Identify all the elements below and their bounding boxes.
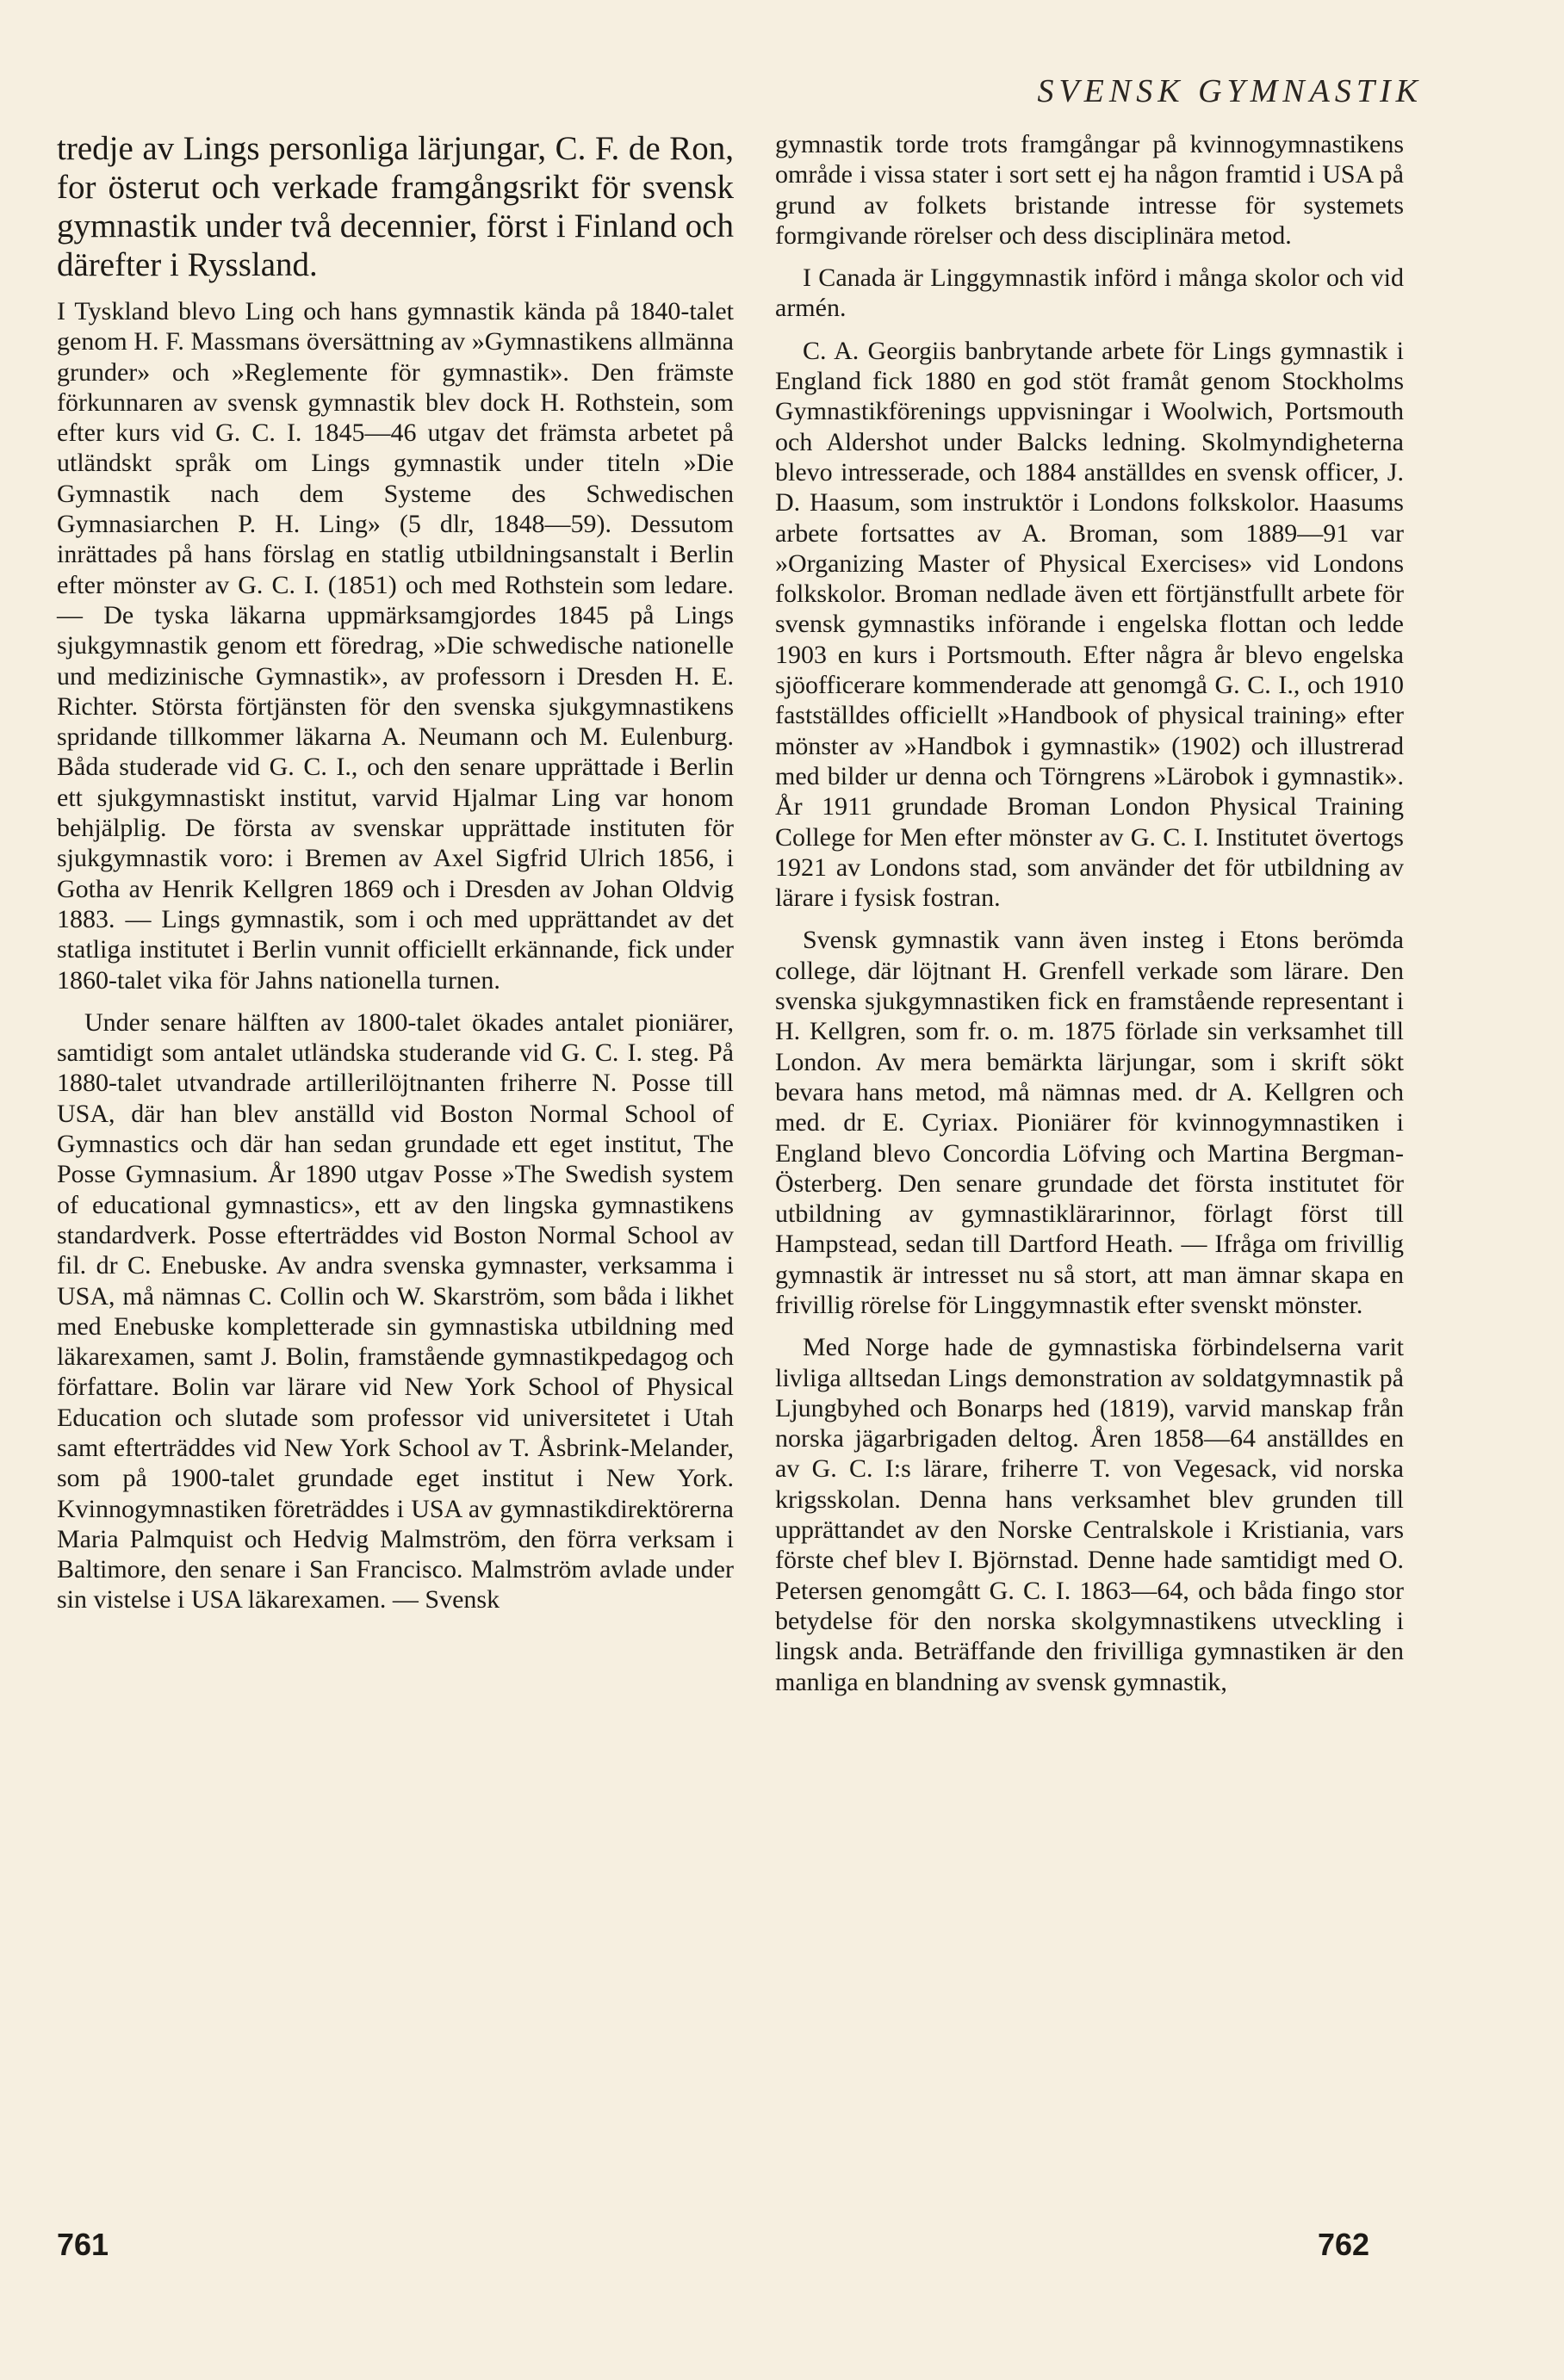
paragraph-canada: I Canada är Linggymnastik införd i många skolor och vid armén.	[775, 263, 1404, 323]
paragraph-germany: I Tyskland blevo Ling och hans gymnastik kända på 1840-talet genom H. F. Massmans översättning av »Gymnastikens allmänna grunder» och »Reglemente för gymnastik». Den främste förkunnaren av svensk gymnastik blev dock H. Rothstein, som efter kurs vid G. C. I. 1845—46 utgav det främsta arbetet på utländskt språk om Lings gymnastik under titeln »Die Gymnastik nach dem Systeme des Schwedischen Gymnasiarchen P. H. Ling» (5 dlr, 1848—59). Dessutom inrättades på hans förslag en statlig utbildningsanstalt i Berlin efter mönster av G. C. I. (1851) och med Rothstein som ledare. — De tyska läkarna uppmärksamgjordes 1845 på Lings sjukgymnastik genom ett föredrag, »Die schwedische nationelle und medizinische Gymnastik», av professorn i Dresden H. E. Richter. Största förtjänsten för den svenska sjukgymnastikens spridande tillkommer läkarna A. Neumann och M. Eulenburg. Båda studerade vid G. C. I., och den senare upprättade i Berlin ett sjukgymnastiskt institut, varvid Hjalmar Ling var honom behjälplig. De första av svenskar upprättade instituten för sjukgymnastik voro: i Bremen av Axel Sigfrid Ulrich 1856, i Gotha av Henrik Kellgren 1869 och i Dresden av Johan Oldvig 1883. — Lings gymnastik, som i och med upprättandet av det statliga institutet i Berlin vunnit officiellt erkännande, fick under 1860-talet vika för Jahns nationella turnen.	[57, 297, 734, 995]
lead-paragraph: tredje av Lings personliga lärjungar, C. F. de Ron, for österut och verkade framgångsrikt för svensk gymnastik under två decennier, först i Finland och därefter i Ryssland.	[57, 130, 734, 283]
page-number-left: 761	[57, 2227, 109, 2262]
paragraph-usa: Under senare hälften av 1800-talet ökades antalet pioniärer, samtidigt som antalet utländska studerande vid G. C. I. steg. På 1880-talet utvandrade artillerilöjtnanten friherre N. Posse till USA, där han blev anställd vid Boston Normal School of Gymnastics och där han sedan grundade ett eget institut, The Posse Gymnasium. År 1890 utgav Posse »The Swedish system of educational gymnastics», ett av den lingska gymnastikens standardverk. Posse efterträddes vid Boston Normal School av fil. dr C. Enebuske. Av andra svenska gymnaster, verksamma i USA, må nämnas C. Collin och W. Skarström, som båda i likhet med Enebuske kompletterade sin gymnastiska utbildning med läkarexamen, samt J. Bolin, framstående gymnastikpedagog och författare. Bolin var lärare vid New York School of Physical Education och slutade som professor vid universitetet i Utah samt efterträddes vid New York School av T. Åsbrink-Melander, som på 1900-talet grundade eget institut i New York. Kvinnogymnastiken företräddes i USA av gymnastikdirektörerna Maria Palmquist och Hedvig Malmström, den förra verksam i Baltimore, den senare i San Francisco. Malmström avlade under sin vistelse i USA läkarexamen. — Svensk	[57, 1007, 734, 1615]
running-head: SVENSK GYMNASTIK	[1037, 73, 1423, 109]
paragraph-usa-continued: gymnastik torde trots framgångar på kvinnogymnastikens område i vissa stater i sort sett ej ha någon framtid i USA på grund av folkets bristande intresse för systemets formgivande rörelser och dess disciplinära metod.	[775, 130, 1404, 250]
page-number-right: 762	[1318, 2227, 1370, 2262]
gutter	[751, 112, 752, 2179]
right-column	[775, 129, 1404, 1697]
paragraph-eton: Svensk gymnastik vann även insteg i Etons berömda college, där löjtnant H. Grenfell verkade som lärare. Den svenska sjukgymnastiken fick en framstående representant i H. Kellgren, som fr. o. m. 1875 förlade sin verksamhet till London. Av mera bemärkta lärjungar, som i skrift sökt bevara hans metod, må nämnas med. dr A. Kellgren och med. dr E. Cyriax. Pioniärer för kvinnogymnastiken i England blevo Concordia Löfving och Martina Bergman-Österberg. Den senare grundade det första institutet för utbildning av gymnastiklärarinnor, förlagt först till Hampstead, sedan till Dartford Heath. — Ifråga om frivillig gymnastik är intresset nu så stort, att man ämnar skapa en frivillig rörelse för Linggymnastik efter svenskt mönster.	[775, 926, 1404, 1319]
paragraph-norway: Med Norge hade de gymnastiska förbindelserna varit livliga alltsedan Lings demonstration av soldatgymnastik på Ljungbyhed och Bonarps hed (1819), varvid manskap från norska jägarbrigaden deltog. Åren 1858—64 anställdes en av G. C. I:s lärare, friherre T. von Vegesack, vid norska krigsskolan. Denna hans verksamhet blev grunden till upprättandet av den Norske Centralskole i Kristiania, vars förste chef blev I. Björnstad. Denne hade samtidigt med O. Petersen genomgått G. C. I. 1863—64, och båda fingo stor betydelse för den norska skolgymnastikens utveckling i lingsk anda. Beträffande den frivilliga gymnastiken är den manliga en blandning av svensk gymnastik,	[775, 1333, 1404, 1696]
paragraph-england: C. A. Georgiis banbrytande arbete för Lings gymnastik i England fick 1880 en god stöt framåt genom Stockholms Gymnastikförenings uppvisningar i Woolwich, Portsmouth och Aldershot under Balcks ledning. Skolmyndigheterna blevo intresserade, och 1884 anställdes en svensk officer, J. D. Haasum, som instruktör i Londons folkskolor. Haasums arbete fortsattes av A. Broman, som 1889—91 var »Organizing Master of Physical Exercises» vid Londons folkskolor. Broman nedlade även ett förtjänstfullt arbete för svensk gymnastiks införande i engelska flottan och ledde 1903 en kurs i Portsmouth. Efter några år blevo engelska sjöofficerare kommenderade att genomgå G. C. I., och 1910 fastställdes officiellt »Handbook of physical training» efter mönster av »Handbok i gymnastik» (1902) och illustrerad med bilder ur denna och Törngrens »Lärobok i gymnastik». År 1911 grundade Broman London Physical Training College for Men efter mönster av G. C. I. Institutet övertogs 1921 av Londons stad, som använder det för utbildning av lärare i fysisk fostran.	[775, 336, 1404, 913]
left-column	[57, 129, 734, 1615]
